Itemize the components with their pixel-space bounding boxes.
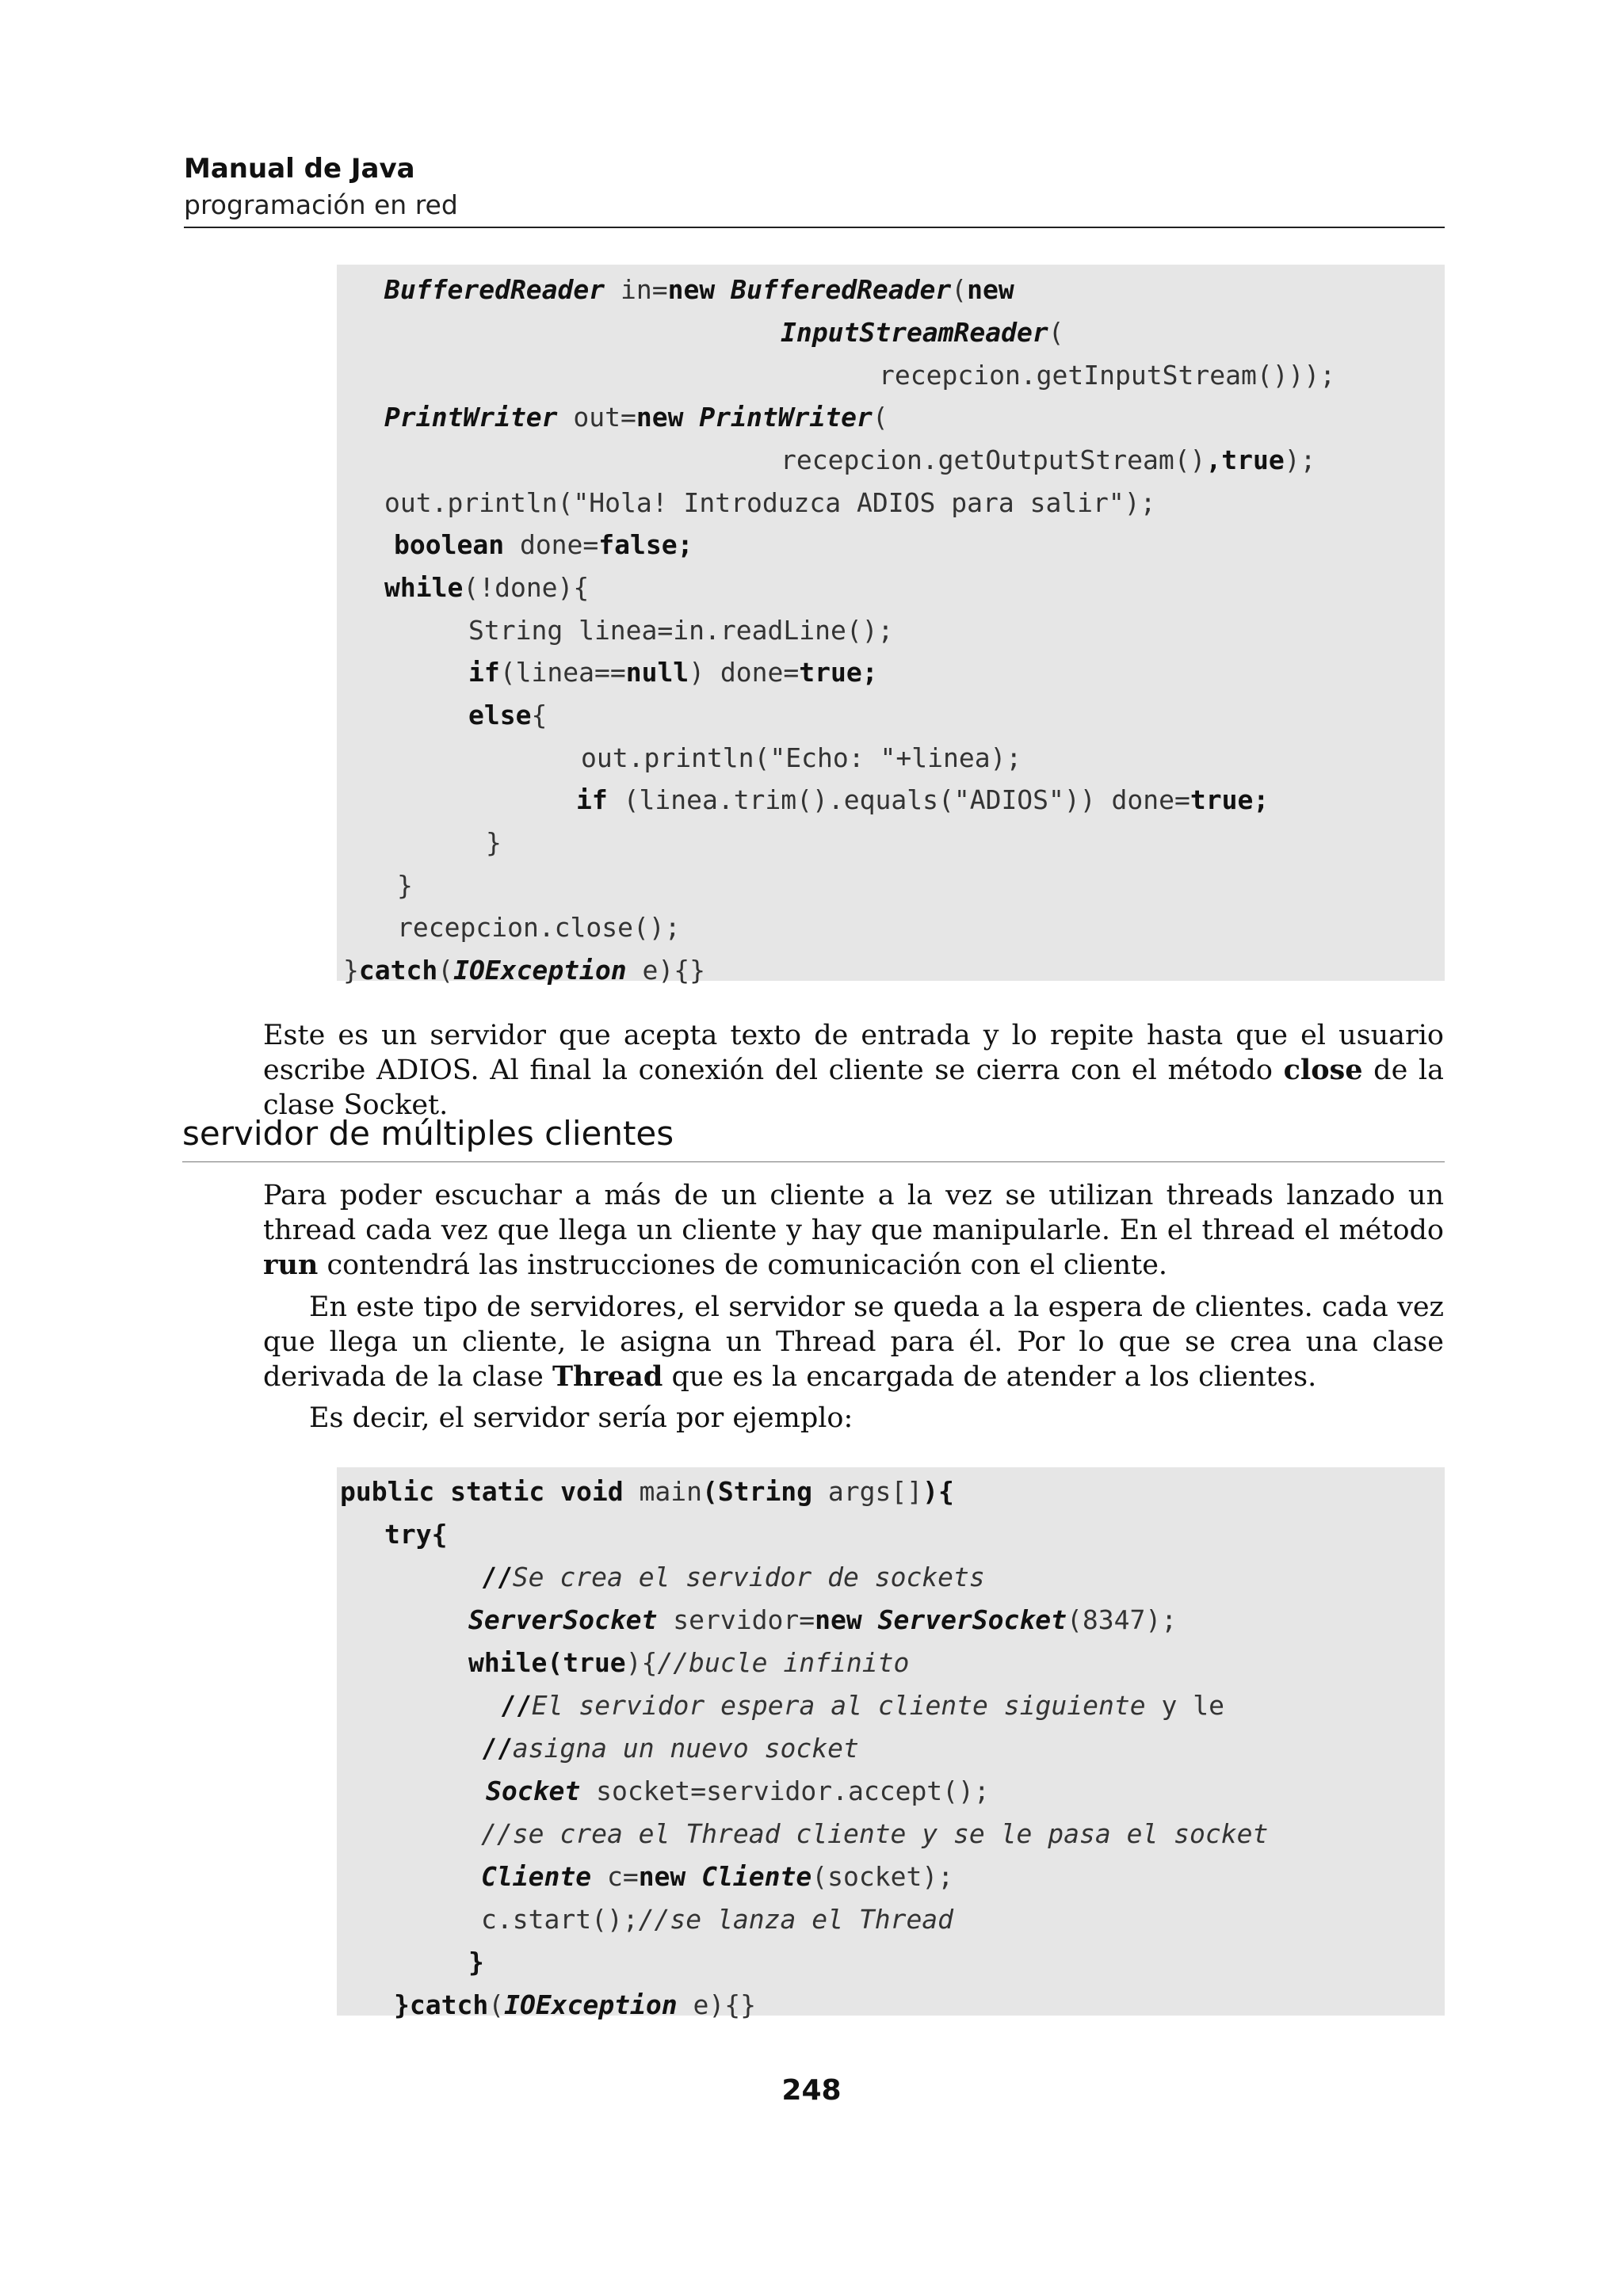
- code-line: [781, 313, 1064, 353]
- text-run: //se lanza el Thread: [638, 1904, 954, 1935]
- text-run: (: [488, 1989, 505, 2020]
- text-run: (linea.trim().equals("ADIOS")) done=: [607, 784, 1190, 815]
- code-line: [384, 568, 589, 608]
- text-run: que es la encargada de atender a los clientes.: [663, 1361, 1317, 1393]
- text-run: [715, 274, 731, 305]
- text-run: IOException: [504, 1989, 678, 2020]
- text-run: [685, 1861, 701, 1892]
- code-line: [468, 1600, 1177, 1640]
- text-run: new: [667, 274, 716, 305]
- text-run: String linea=in.readLine();: [468, 615, 894, 646]
- code-line: [486, 823, 502, 863]
- text-run: ServerSocket: [468, 1604, 658, 1635]
- text-run: de la clase Socket.: [263, 1055, 1444, 1121]
- code-block-multi-client-server: [337, 1467, 1445, 2020]
- paragraph-example-intro: Es decir, el servidor sería por ejemplo:: [309, 1402, 854, 1434]
- text-run: );: [1284, 444, 1316, 475]
- code-line: [340, 1472, 954, 1512]
- text-run: false;: [598, 529, 693, 560]
- text-run: (linea==: [499, 657, 626, 688]
- code-line: [576, 780, 1269, 820]
- text-run: asigna un nuevo socket: [512, 1733, 859, 1764]
- code-line: [468, 653, 878, 692]
- text-run: true;: [799, 657, 878, 688]
- code-line: [384, 483, 1156, 523]
- paragraph-thread-server: [263, 1290, 1444, 1394]
- text-run: }: [397, 870, 413, 901]
- code-line: [468, 1643, 909, 1683]
- text-run: ) done=: [689, 657, 800, 688]
- text-run: recepcion.close();: [397, 912, 681, 943]
- text-run: Este es un servidor que acepta texto de entrada y lo repite hasta que el usuario escribe ADIOS. Al final la conexión del cliente se cierra con el método: [263, 1020, 1444, 1086]
- text-run: En este tipo de servidores, el servidor se queda a la espera de clientes. cada vez que llega un cliente, le asigna un Thread para él. Por lo que se crea una clase derivada de la clase: [263, 1291, 1444, 1393]
- text-run: (: [951, 274, 968, 305]
- code-line: [384, 270, 1014, 310]
- text-run: while: [384, 572, 464, 603]
- text-run: }: [486, 827, 502, 858]
- text-run: BufferedReader: [731, 274, 952, 305]
- text-run: PrintWriter: [699, 402, 873, 433]
- text-run: {: [531, 700, 548, 730]
- text-run: socket=servidor.accept();: [580, 1775, 990, 1806]
- text-run: El servidor espera al cliente siguiente: [531, 1690, 1146, 1721]
- code-line: [394, 525, 693, 565]
- code-line: [481, 1900, 953, 1939]
- text-run: if: [576, 784, 608, 815]
- text-run: (: [437, 955, 454, 986]
- code-line: [481, 1729, 859, 1768]
- text-run: new: [815, 1604, 862, 1635]
- text-run: }: [468, 1947, 484, 1978]
- paragraph-threads: [263, 1178, 1444, 1283]
- text-run: (String: [701, 1476, 813, 1507]
- text-run: true;: [1190, 784, 1270, 815]
- text-run: null: [625, 657, 689, 688]
- chapter-title: programación en red: [184, 189, 458, 220]
- text-run: (8347);: [1067, 1604, 1178, 1635]
- text-run: //bucle infinito: [657, 1647, 910, 1678]
- text-run: (!done){: [463, 572, 590, 603]
- text-run: ServerSocket: [877, 1604, 1067, 1635]
- code-line: [481, 1857, 953, 1897]
- text-run: out=: [557, 402, 636, 433]
- text-run: boolean: [394, 529, 505, 560]
- code-line: [394, 1985, 756, 2025]
- text-run: catch: [358, 955, 438, 986]
- text-run: Socket: [486, 1775, 581, 1806]
- text-run: ){: [922, 1476, 954, 1507]
- section-rule: [182, 1161, 1445, 1162]
- text-run: [684, 402, 700, 433]
- code-line: [468, 611, 893, 650]
- text-run: e){}: [626, 955, 705, 986]
- text-run: c=: [591, 1861, 639, 1892]
- text-run: //: [481, 1733, 513, 1764]
- text-run: (: [872, 402, 888, 433]
- text-run: Cliente: [481, 1861, 592, 1892]
- paragraph-explanation: [263, 1018, 1444, 1123]
- code-line: [481, 1558, 985, 1597]
- text-run: else: [468, 700, 532, 730]
- text-run: (socket);: [812, 1861, 954, 1892]
- code-line: [384, 1515, 447, 1554]
- text-run: e){}: [677, 1989, 756, 2020]
- text-run: new: [636, 402, 684, 433]
- page-number: 248: [781, 2074, 842, 2107]
- text-run: new: [638, 1861, 686, 1892]
- text-run: }: [343, 955, 359, 986]
- text-run: (: [1048, 317, 1064, 348]
- code-line: [486, 1772, 990, 1811]
- code-line: [468, 1943, 484, 1982]
- text-run: c.start();: [481, 1904, 639, 1935]
- text-run: Cliente: [701, 1861, 812, 1892]
- text-run: Thread: [552, 1360, 663, 1393]
- code-line: [500, 1686, 1224, 1726]
- text-run: ,true: [1205, 444, 1285, 475]
- text-run: recepcion.getInputStream()));: [879, 360, 1336, 391]
- text-run: PrintWriter: [384, 402, 558, 433]
- text-run: recepcion.getOutputStream(): [781, 444, 1206, 475]
- text-run: in=: [605, 274, 668, 305]
- text-run: close: [1283, 1054, 1363, 1086]
- header-rule: [184, 227, 1445, 228]
- code-line: [581, 738, 1022, 778]
- code-line: [343, 951, 705, 990]
- code-line: [384, 398, 888, 437]
- text-run: contendrá las instrucciones de comunicación con el cliente.: [318, 1249, 1168, 1281]
- text-run: y le: [1145, 1690, 1224, 1721]
- text-run: while(true: [468, 1647, 626, 1678]
- code-line: [397, 908, 681, 948]
- section-title: servidor de múltiples clientes: [182, 1114, 674, 1153]
- text-run: servidor=: [657, 1604, 815, 1635]
- text-run: done=: [504, 529, 599, 560]
- text-run: new: [967, 274, 1014, 305]
- text-run: ){: [625, 1647, 658, 1678]
- text-run: IOException: [453, 955, 627, 986]
- text-run: args[]: [812, 1476, 923, 1507]
- text-run: InputStreamReader: [781, 317, 1048, 348]
- code-line: [468, 696, 547, 735]
- text-run: //: [481, 1562, 513, 1592]
- code-block-echo-server: [337, 265, 1445, 986]
- text-run: if: [468, 657, 500, 688]
- text-run: out.println("Hola! Introduzca ADIOS para salir");: [384, 487, 1156, 518]
- text-run: BufferedReader: [384, 274, 605, 305]
- running-header: [184, 151, 1452, 223]
- code-line: [397, 866, 413, 906]
- text-run: //: [500, 1690, 532, 1721]
- text-run: }catch: [394, 1989, 489, 2020]
- code-line: [781, 441, 1316, 480]
- code-line: [481, 1814, 1268, 1854]
- text-run: out.println("Echo: "+linea);: [581, 742, 1022, 773]
- text-run: Para poder escuchar a más de un cliente a la vez se utilizan threads lanzado un thread cada vez que llega un cliente y hay que manipularle. En el thread el método: [263, 1180, 1444, 1246]
- text-run: main: [623, 1476, 702, 1507]
- text-run: public static void: [340, 1476, 624, 1507]
- text-run: //se crea el Thread cliente y se le pasa el socket: [481, 1818, 1269, 1849]
- text-run: try{: [384, 1519, 448, 1550]
- text-run: [862, 1604, 878, 1635]
- text-run: run: [263, 1249, 319, 1281]
- text-run: Se crea el servidor de sockets: [512, 1562, 985, 1592]
- book-title: Manual de Java: [184, 153, 415, 185]
- code-line: [879, 356, 1335, 395]
